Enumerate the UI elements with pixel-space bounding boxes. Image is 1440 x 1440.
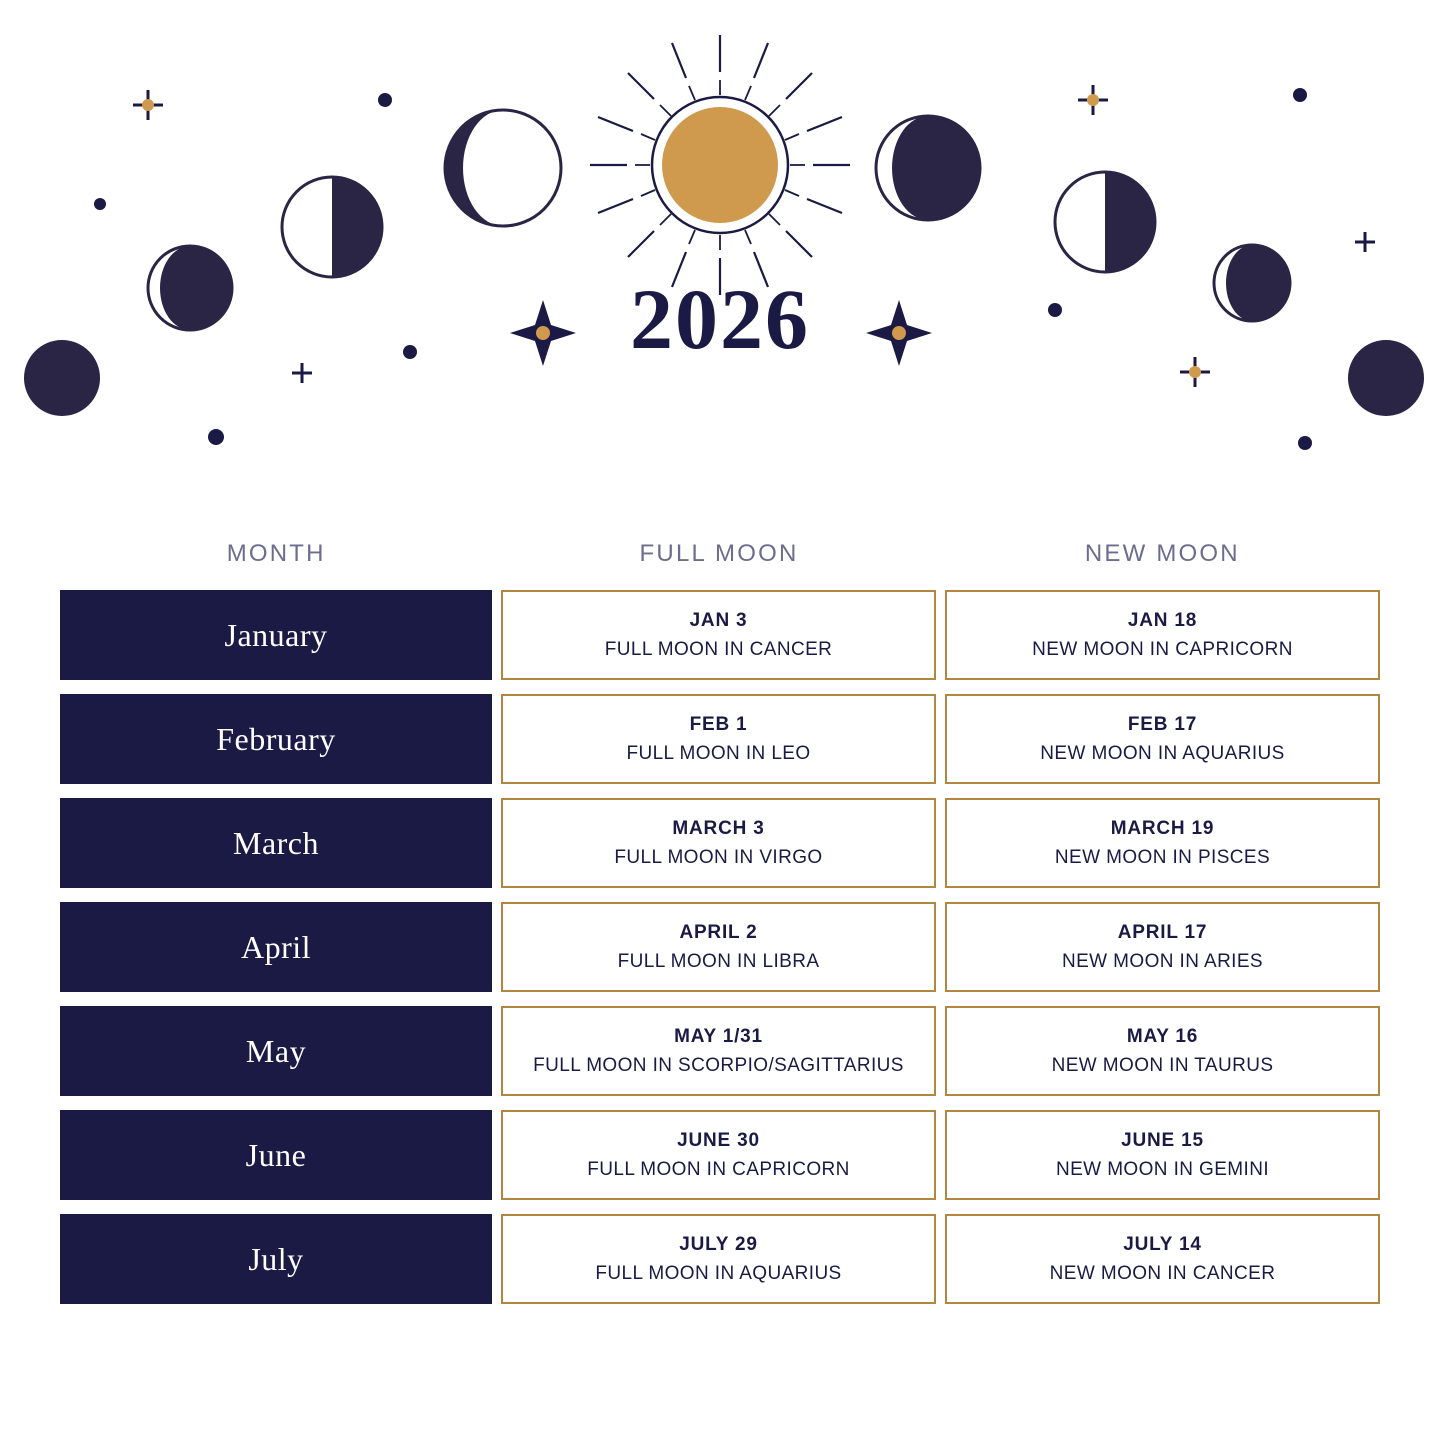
table-row (0, 1006, 1440, 1096)
new-moon-cell (945, 1110, 1380, 1200)
full-moon-date: APRIL 2 (679, 921, 758, 943)
new-moon-date: MAY 16 (1126, 1025, 1199, 1047)
column-header-new-moon: NEW MOON (1084, 540, 1240, 567)
page-title: 2026 (630, 271, 810, 367)
new-moon-date: JUNE 15 (1121, 1129, 1204, 1151)
month-label: March (60, 798, 492, 888)
full-moon-date: JAN 3 (689, 609, 748, 631)
moon-phase-table (0, 540, 1440, 1318)
full-moon-cell (501, 1006, 936, 1096)
full-moon-date: MARCH 3 (672, 817, 765, 839)
waxing-crescent-moon-icon (876, 116, 980, 220)
new-moon-desc: NEW MOON IN AQUARIUS (1040, 742, 1285, 764)
full-moon-date: MAY 1/31 (674, 1025, 763, 1047)
full-moon-desc: FULL MOON IN SCORPIO/SAGITTARIUS (533, 1054, 904, 1076)
table-row (0, 590, 1440, 680)
table-row (0, 1110, 1440, 1200)
table-row (0, 798, 1440, 888)
full-moon-date: JULY 29 (679, 1233, 758, 1255)
new-moon-date: APRIL 17 (1117, 921, 1208, 943)
month-label: May (60, 1006, 492, 1096)
full-moon-desc: FULL MOON IN VIRGO (614, 846, 823, 868)
full-moon-cell (501, 1214, 936, 1304)
new-moon-desc: NEW MOON IN CAPRICORN (1032, 638, 1293, 660)
full-moon-cell (501, 1110, 936, 1200)
full-moon-desc: FULL MOON IN LEO (626, 742, 811, 764)
last-quarter-moon-icon (1055, 172, 1155, 272)
table-header-row (0, 540, 1440, 568)
new-moon-cell (945, 1214, 1380, 1304)
full-moon-cell (501, 694, 936, 784)
column-header-month: MONTH (226, 540, 326, 567)
sun-icon (590, 35, 850, 295)
new-moon-cell (945, 1006, 1380, 1096)
full-moon-date: FEB 1 (689, 713, 748, 735)
new-moon-date: MARCH 19 (1110, 817, 1215, 839)
first-quarter-moon-icon (282, 177, 382, 277)
month-label: January (60, 590, 492, 680)
full-moon-desc: FULL MOON IN LIBRA (617, 950, 820, 972)
full-moon-desc: FULL MOON IN CAPRICORN (587, 1158, 850, 1180)
new-moon-desc: NEW MOON IN TAURUS (1051, 1054, 1274, 1076)
full-moon-desc: FULL MOON IN CANCER (604, 638, 833, 660)
full-moon-cell (501, 798, 936, 888)
new-moon-date: JAN 18 (1127, 609, 1198, 631)
waning-crescent-moon-icon (445, 110, 561, 226)
table-row (0, 1214, 1440, 1304)
new-moon-desc: NEW MOON IN PISCES (1054, 846, 1271, 868)
column-header-full-moon: FULL MOON (639, 540, 799, 567)
full-moon-cell (501, 902, 936, 992)
full-moon-date: JUNE 30 (677, 1129, 760, 1151)
new-moon-cell (945, 694, 1380, 784)
new-moon-cell (945, 590, 1380, 680)
full-moon-desc: FULL MOON IN AQUARIUS (595, 1262, 842, 1284)
table-row (0, 902, 1440, 992)
new-moon-cell (945, 902, 1380, 992)
month-label: June (60, 1110, 492, 1200)
full-moon-cell (501, 590, 936, 680)
table-row (0, 694, 1440, 784)
new-moon-desc: NEW MOON IN CANCER (1049, 1262, 1276, 1284)
new-moon-date: JULY 14 (1123, 1233, 1202, 1255)
month-label: April (60, 902, 492, 992)
new-moon-date: FEB 17 (1127, 713, 1198, 735)
new-moon-desc: NEW MOON IN ARIES (1061, 950, 1264, 972)
month-label: February (60, 694, 492, 784)
header-artwork (0, 0, 1440, 500)
new-moon-desc: NEW MOON IN GEMINI (1055, 1158, 1270, 1180)
new-moon-cell (945, 798, 1380, 888)
month-label: July (60, 1214, 492, 1304)
